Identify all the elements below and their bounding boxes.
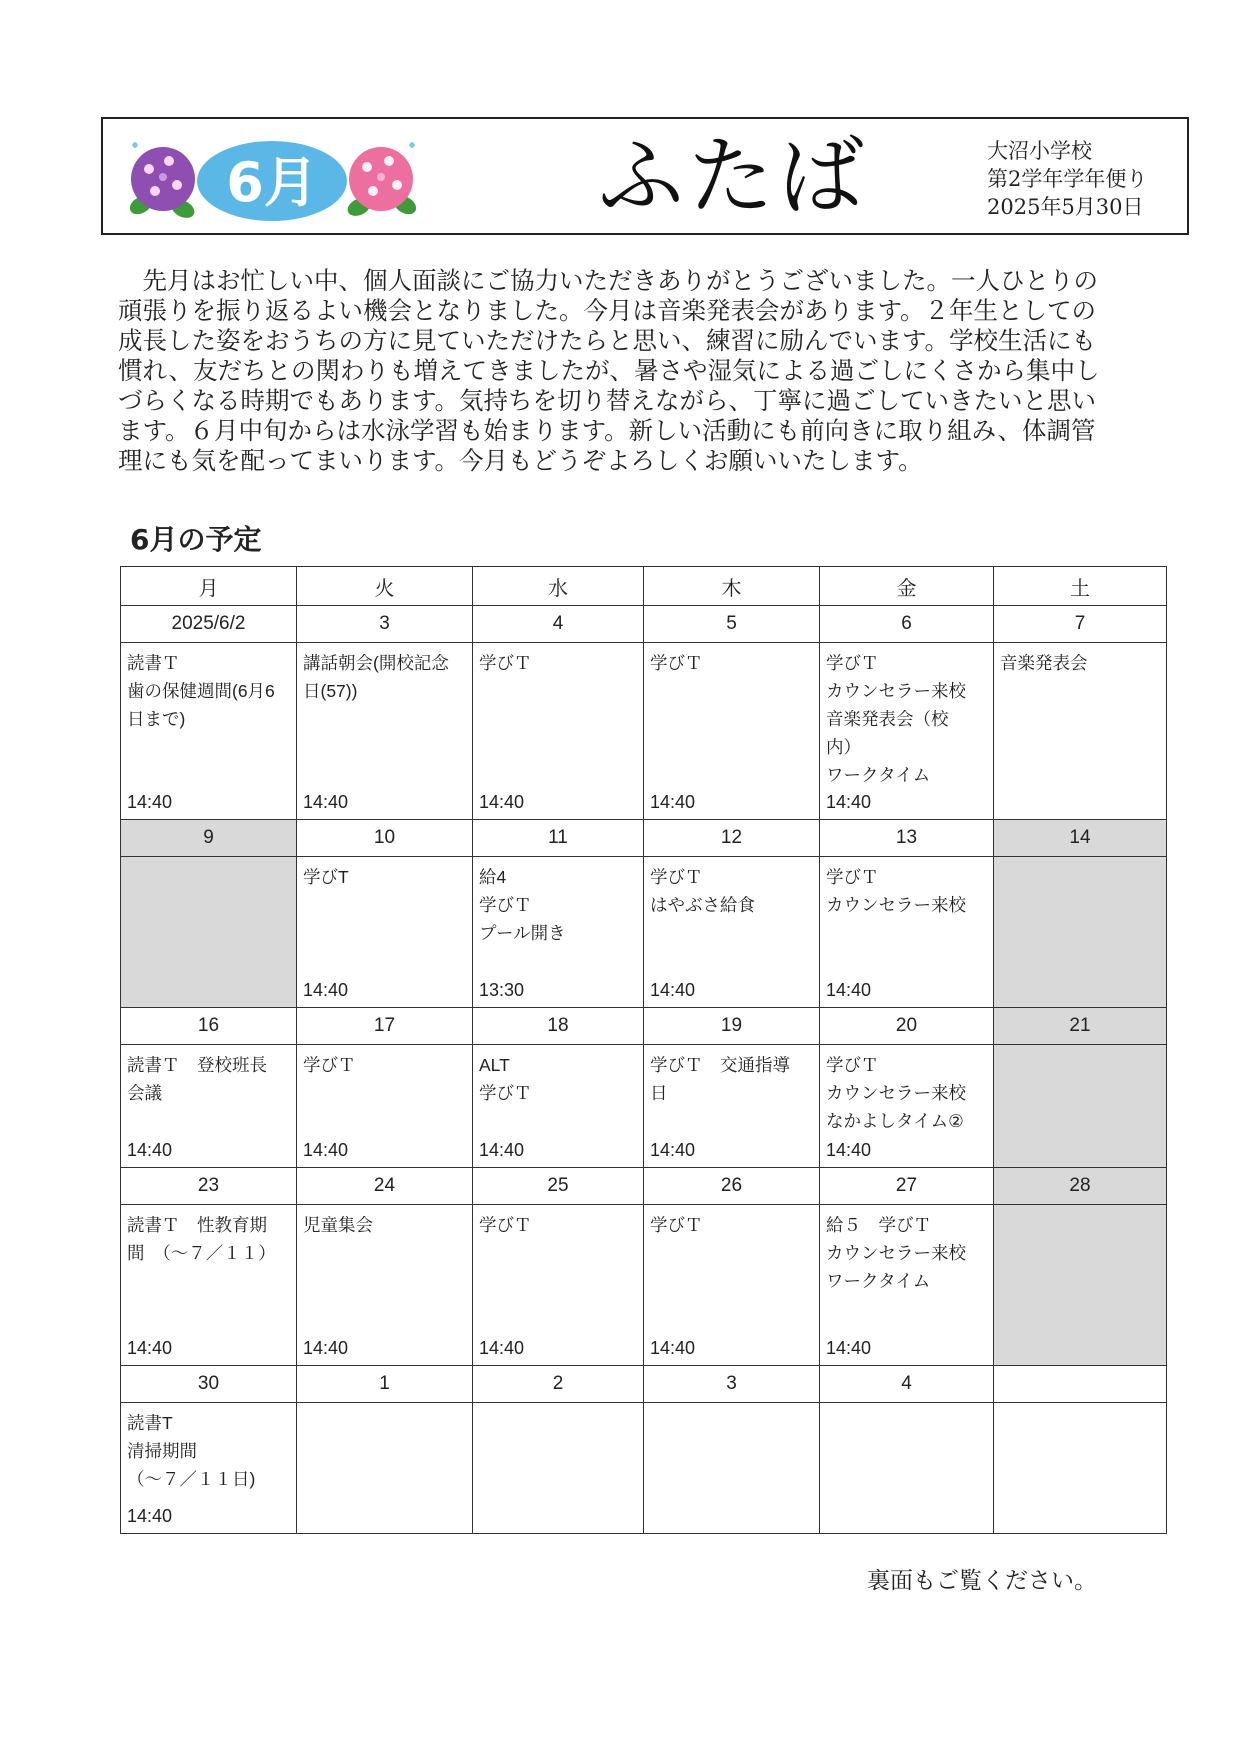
event-line: 読書Ｔ [127, 653, 180, 673]
dismissal-time: 14:40 [479, 1140, 525, 1160]
event-cell [473, 643, 644, 820]
event-list [297, 1403, 472, 1409]
newsletter-meta [987, 137, 1147, 221]
date-row [121, 606, 1167, 643]
date-cell: 2 [473, 1366, 644, 1403]
event-line: 学びT [303, 867, 349, 887]
event-line: 給4 [479, 867, 507, 887]
event-cell [994, 1045, 1167, 1168]
event-row [121, 857, 1167, 1008]
event-list [820, 1045, 993, 1135]
date-cell: 19 [644, 1008, 820, 1045]
event-list [297, 643, 472, 705]
event-cell [994, 643, 1167, 820]
event-line: 学びＴ [479, 1083, 532, 1103]
event-cell [473, 1403, 644, 1534]
event-cell [121, 1045, 297, 1168]
event-line: 日まで) [127, 709, 186, 729]
event-cell [473, 1205, 644, 1366]
event-cell [473, 1045, 644, 1168]
date-cell: 20 [820, 1008, 994, 1045]
event-list [121, 643, 296, 733]
weekday-header: 土 [994, 567, 1167, 606]
dismissal-time: 14:40 [826, 792, 872, 812]
dismissal-time: 14:40 [303, 1140, 349, 1160]
event-cell [820, 643, 994, 820]
event-cell [644, 1403, 820, 1534]
event-list [297, 1045, 472, 1079]
date-cell: 27 [820, 1168, 994, 1205]
event-line: カウンセラー来校 [826, 1083, 966, 1103]
calendar-body [121, 606, 1167, 1534]
issue-date: 2025年5月30日 [987, 195, 1144, 219]
event-list [121, 1045, 296, 1107]
event-list [994, 857, 1166, 863]
date-cell: 5 [644, 606, 820, 643]
footer-note: 裏面もご覧ください。 [867, 1568, 1097, 1594]
event-line: なかよしタイム② [826, 1111, 964, 1131]
dismissal-time: 14:40 [650, 1140, 696, 1160]
event-line: 日 [650, 1083, 668, 1103]
date-cell: 13 [820, 820, 994, 857]
event-line: 学びＴ [479, 1215, 532, 1235]
event-cell [820, 1045, 994, 1168]
purple-hydrangea-icon [131, 147, 195, 211]
event-cell [644, 1045, 820, 1168]
event-list [473, 1205, 643, 1239]
date-cell: 4 [473, 606, 644, 643]
event-list [644, 1403, 819, 1409]
event-cell [121, 1403, 297, 1534]
event-row [121, 1205, 1167, 1366]
event-cell [297, 1403, 473, 1534]
event-line: カウンセラー来校 [826, 681, 966, 701]
event-line: 歯の保健週間(6月6 [127, 681, 275, 701]
date-cell: 24 [297, 1168, 473, 1205]
weekday-header: 火 [297, 567, 473, 606]
event-cell [820, 1205, 994, 1366]
event-line: （～７／１１日) [127, 1469, 256, 1489]
event-cell [644, 857, 820, 1008]
date-cell: 9 [121, 820, 297, 857]
date-cell: 14 [994, 820, 1167, 857]
dismissal-time: 14:40 [826, 980, 872, 1000]
date-cell: 7 [994, 606, 1167, 643]
event-line: 給５ 学びＴ [826, 1215, 931, 1235]
raindrop-icon [409, 142, 415, 148]
date-cell: 18 [473, 1008, 644, 1045]
date-cell: 12 [644, 820, 820, 857]
event-cell [473, 857, 644, 1008]
schedule-title: 6月の予定 [130, 523, 262, 556]
dismissal-time: 14:40 [127, 1140, 173, 1160]
event-line: 児童集会 [303, 1215, 373, 1235]
date-cell: 16 [121, 1008, 297, 1045]
event-line: 学びＴ [479, 653, 532, 673]
event-list [473, 1045, 643, 1107]
event-list [473, 1403, 643, 1409]
dismissal-time: 14:40 [303, 792, 349, 812]
dismissal-time: 14:40 [826, 1338, 872, 1358]
event-line: 読書Ｔ 登校班長 [127, 1055, 267, 1075]
event-cell [994, 1205, 1167, 1366]
weekday-header: 金 [820, 567, 994, 606]
event-cell [297, 643, 473, 820]
event-list [121, 1403, 296, 1493]
event-line: ALT [479, 1055, 510, 1075]
event-row [121, 1403, 1167, 1534]
month-badge-label: 6月 [226, 151, 318, 214]
dismissal-time: 14:40 [127, 1338, 173, 1358]
dismissal-time: 14:40 [650, 792, 696, 812]
event-line: 会議 [127, 1083, 162, 1103]
event-cell [644, 643, 820, 820]
event-line: カウンセラー来校 [826, 1243, 966, 1263]
event-line: 日(57)) [303, 681, 358, 701]
event-list [473, 643, 643, 677]
date-row [121, 1168, 1167, 1205]
event-cell [994, 1403, 1167, 1534]
event-line: 学びＴ [479, 895, 532, 915]
date-cell: 30 [121, 1366, 297, 1403]
event-line: 読書T [127, 1413, 173, 1433]
event-line: 学びＴ 交通指導 [650, 1055, 790, 1075]
event-cell [297, 857, 473, 1008]
date-cell: 2025/6/2 [121, 606, 297, 643]
event-list [473, 857, 643, 947]
date-row [121, 820, 1167, 857]
event-list [820, 1403, 993, 1409]
event-list [994, 643, 1166, 677]
date-row [121, 1366, 1167, 1403]
event-list [994, 1045, 1166, 1051]
intro-paragraph: 先月はお忙しい中、個人面談にご協力いただきありがとうございました。一人ひとりの頑張りを振り返るよい機会となりました。今月は音楽発表会があります。２年生としての成長した姿をおうちの方に見ていただけたらと思い、練習に励んでいます。学校生活にも慣れ、友だちとの関わりも増えてきましたが、暑さや湿気による過ごしにくさから集中しづらくなる時期でもあります。気持ちを切り替えながら、丁寧に過ごしていきたいと思います。６月中旬からは水泳学習も始まります。新しい活動にも前向きに取り組み、体調管理にも気を配ってまいります。今月もどうぞよろしくお願いいたします。 [118, 266, 1100, 475]
event-list [994, 1403, 1166, 1409]
event-cell [644, 1205, 820, 1366]
dismissal-time: 13:30 [479, 980, 525, 1000]
event-list [121, 1205, 296, 1267]
event-cell [297, 1045, 473, 1168]
event-line: 音楽発表会（校 [826, 709, 949, 729]
event-line: 学びＴ [826, 653, 879, 673]
event-line: 学びＴ [826, 867, 879, 887]
dismissal-time: 14:40 [303, 1338, 349, 1358]
dismissal-time: 14:40 [303, 980, 349, 1000]
dismissal-time: 14:40 [650, 1338, 696, 1358]
event-cell [994, 857, 1167, 1008]
dismissal-time: 14:40 [127, 792, 173, 812]
event-line: はやぶさ給食 [650, 895, 755, 915]
event-cell [121, 857, 297, 1008]
date-cell: 11 [473, 820, 644, 857]
event-line: プール開き [479, 923, 566, 943]
event-row [121, 1045, 1167, 1168]
newsletter-title: ふたば [598, 127, 868, 227]
newsletter-header [101, 117, 1189, 235]
dismissal-time: 14:40 [479, 792, 525, 812]
date-cell: 23 [121, 1168, 297, 1205]
event-line: 学びＴ [303, 1055, 356, 1075]
date-cell [994, 1366, 1167, 1403]
weekday-header: 水 [473, 567, 644, 606]
dismissal-time: 14:40 [650, 980, 696, 1000]
weekday-header-row [121, 567, 1167, 606]
event-list [820, 857, 993, 919]
event-line: 清掃期間 [127, 1441, 197, 1461]
event-list [121, 857, 296, 863]
school-name: 大沼小学校 [987, 139, 1092, 163]
event-line: 内） [826, 737, 861, 757]
dismissal-time: 14:40 [826, 1140, 872, 1160]
dismissal-time: 14:40 [479, 1338, 525, 1358]
event-cell [820, 857, 994, 1008]
hydrangea-month-badge [127, 133, 417, 229]
event-list [644, 643, 819, 677]
date-cell: 10 [297, 820, 473, 857]
event-line: 学びＴ [650, 1215, 703, 1235]
event-list [297, 1205, 472, 1239]
event-cell [297, 1205, 473, 1366]
event-list [644, 1205, 819, 1239]
event-list [297, 857, 472, 891]
date-cell: 1 [297, 1366, 473, 1403]
event-line: 学びＴ [650, 653, 703, 673]
date-cell: 21 [994, 1008, 1167, 1045]
event-cell [121, 1205, 297, 1366]
newsletter-name: 第2学年学年便り [987, 167, 1148, 191]
date-cell: 4 [820, 1366, 994, 1403]
date-cell: 28 [994, 1168, 1167, 1205]
event-line: 学びＴ [650, 867, 703, 887]
event-line: ワークタイム [826, 765, 931, 785]
event-line: 読書Ｔ 性教育期 [127, 1215, 267, 1235]
event-cell [121, 643, 297, 820]
event-list [644, 857, 819, 919]
date-cell: 3 [644, 1366, 820, 1403]
weekday-header: 月 [121, 567, 297, 606]
event-list [820, 643, 993, 789]
event-line: 間 （～７／１１） [127, 1243, 276, 1263]
date-row [121, 1008, 1167, 1045]
event-line: ワークタイム [826, 1271, 931, 1291]
event-cell [820, 1403, 994, 1534]
date-cell: 6 [820, 606, 994, 643]
schedule-calendar [120, 566, 1167, 1534]
pink-hydrangea-icon [349, 147, 413, 211]
date-cell: 25 [473, 1168, 644, 1205]
event-line: 学びＴ [826, 1055, 879, 1075]
date-cell: 17 [297, 1008, 473, 1045]
event-list [994, 1205, 1166, 1211]
raindrop-icon [132, 142, 138, 148]
event-list [820, 1205, 993, 1295]
date-cell: 26 [644, 1168, 820, 1205]
event-line: カウンセラー来校 [826, 895, 966, 915]
weekday-header: 木 [644, 567, 820, 606]
event-line: 講話朝会(開校記念 [303, 653, 449, 673]
event-line: 音楽発表会 [1000, 653, 1088, 673]
event-list [644, 1045, 819, 1107]
date-cell: 3 [297, 606, 473, 643]
dismissal-time: 14:40 [127, 1506, 173, 1526]
event-row [121, 643, 1167, 820]
